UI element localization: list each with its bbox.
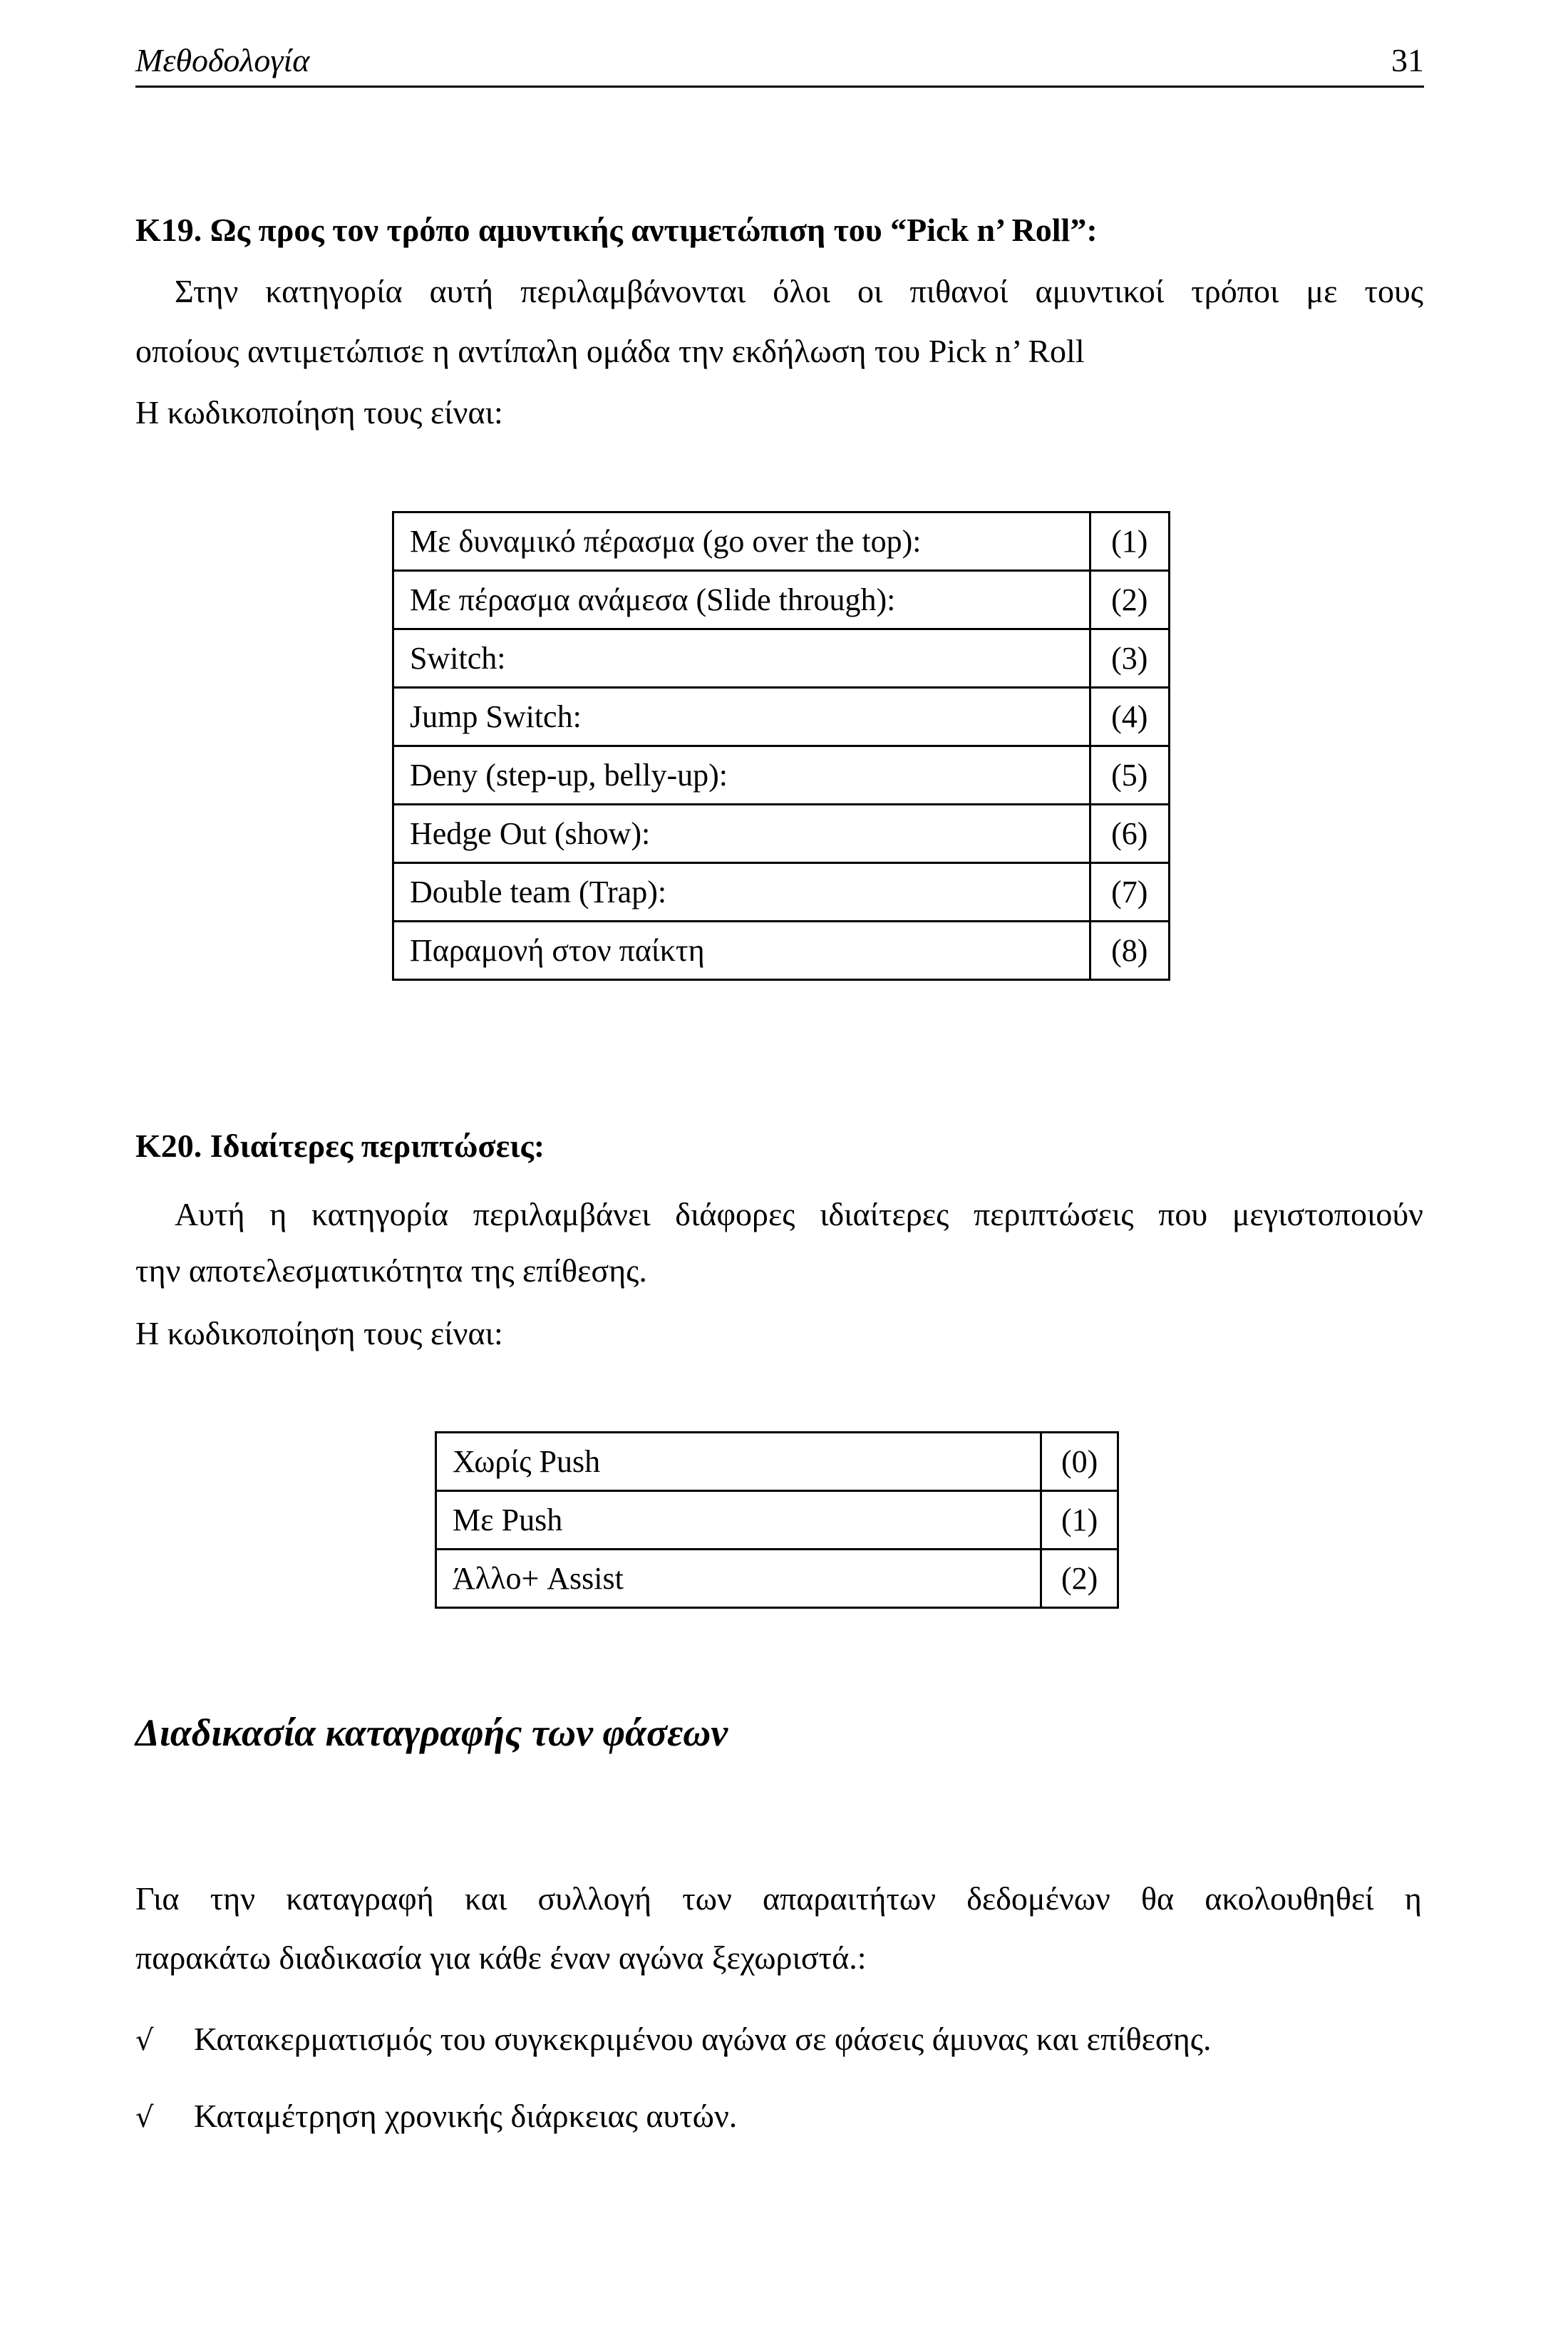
code-row	[393, 571, 1170, 629]
word: την	[210, 1880, 256, 1917]
k19-heading: Κ19. Ως προς τον τρόπο αμυντικής αντιμετώπιση του “Pick n’ Roll”:	[135, 212, 1098, 248]
code-row	[393, 746, 1170, 805]
k20-paragraph-line-2: την αποτελεσματικότητα της επίθεσης.	[135, 1252, 647, 1289]
word: η	[269, 1196, 287, 1232]
word: μεγιστοποιούν	[1232, 1196, 1423, 1232]
code-label: Hedge Out (show):	[393, 805, 1090, 863]
k20-paragraph-line-1	[175, 1195, 1423, 1233]
check-mark-icon: √	[135, 2101, 154, 2134]
word: περιλαμβάνονται	[520, 273, 746, 309]
code-row	[436, 1550, 1118, 1608]
word: τρόποι	[1191, 273, 1279, 309]
word: Στην	[175, 273, 239, 309]
word: καταγραφή	[286, 1880, 434, 1917]
word: κατηγορία	[311, 1196, 449, 1232]
word: πιθανοί	[909, 273, 1009, 309]
code-value: (1)	[1090, 512, 1169, 571]
code-label: Με πέρασμα ανάμεσα (Slide through):	[393, 571, 1090, 629]
code-label: Με Push	[436, 1491, 1041, 1550]
code-row	[393, 688, 1170, 746]
word: κατηγορία	[265, 273, 403, 309]
word: δεδομένων	[966, 1880, 1110, 1917]
word: των	[682, 1880, 732, 1917]
page-header	[135, 41, 1424, 88]
word: διάφορες	[675, 1196, 795, 1232]
procedure-paragraph-line-1	[135, 1880, 1422, 1917]
code-row	[393, 629, 1170, 688]
code-label: Με δυναμικό πέρασμα (go over the top):	[393, 512, 1090, 571]
word: με	[1306, 273, 1338, 309]
code-row	[393, 922, 1170, 980]
word: περιπτώσεις	[973, 1196, 1134, 1232]
word: που	[1158, 1196, 1208, 1232]
word: ακολουθηθεί	[1205, 1880, 1374, 1917]
bullet-item	[135, 2020, 1211, 2058]
word: περιλαμβάνει	[473, 1196, 651, 1232]
procedure-paragraph-line-2: παρακάτω διαδικασία για κάθε έναν αγώνα ξεχωριστά.:	[135, 1939, 867, 1976]
code-value: (1)	[1041, 1491, 1118, 1550]
code-value: (2)	[1090, 571, 1169, 629]
word: Για	[135, 1880, 180, 1917]
word: οι	[857, 273, 883, 309]
word: τους	[1364, 273, 1423, 309]
k20-heading: Κ20. Ιδιαίτερες περιπτώσεις:	[135, 1128, 545, 1164]
word: όλοι	[773, 273, 830, 309]
code-row	[393, 805, 1170, 863]
code-value: (8)	[1090, 922, 1169, 980]
code-label: Deny (step-up, belly-up):	[393, 746, 1090, 805]
code-label: Jump Switch:	[393, 688, 1090, 746]
check-mark-icon: √	[135, 2024, 154, 2057]
code-value: (3)	[1090, 629, 1169, 688]
word: αυτή	[429, 273, 494, 309]
k19-code-table	[392, 511, 1170, 981]
code-value: (0)	[1041, 1433, 1118, 1491]
code-label: Double team (Trap):	[393, 863, 1090, 922]
code-value: (6)	[1090, 805, 1169, 863]
code-value: (2)	[1041, 1550, 1118, 1608]
bullet-text: Κατακερματισμός του συγκεκριμένου αγώνα σε φάσεις άμυνας και επίθεσης.	[194, 2021, 1212, 2057]
k19-paragraph-line-1	[175, 272, 1423, 310]
code-value: (4)	[1090, 688, 1169, 746]
word: θα	[1141, 1880, 1175, 1917]
k20-paragraph-line-3: Η κωδικοποίηση τους είναι:	[135, 1315, 503, 1351]
word: αμυντικοί	[1035, 273, 1165, 309]
k19-paragraph-line-3: Η κωδικοποίηση τους είναι:	[135, 394, 503, 431]
page-number: 31	[1391, 42, 1424, 78]
bullet-item	[135, 2097, 737, 2135]
word: απαραιτήτων	[763, 1880, 937, 1917]
code-row	[436, 1433, 1118, 1491]
code-label: Switch:	[393, 629, 1090, 688]
word: ιδιαίτερες	[820, 1196, 949, 1232]
chapter-title: Μεθοδολογία	[135, 42, 310, 78]
k19-paragraph-line-2: οποίους αντιμετώπισε η αντίπαλη ομάδα την εκδήλωση του Pick n’ Roll	[135, 333, 1085, 369]
code-row	[393, 512, 1170, 571]
code-row	[393, 863, 1170, 922]
code-value: (5)	[1090, 746, 1169, 805]
word: η	[1404, 1880, 1422, 1917]
bullet-text: Καταμέτρηση χρονικής διάρκειας αυτών.	[194, 2098, 738, 2134]
code-row	[436, 1491, 1118, 1550]
word: Αυτή	[175, 1196, 245, 1232]
word: και	[464, 1880, 507, 1917]
code-label: Χωρίς Push	[436, 1433, 1041, 1491]
procedure-section-title: Διαδικασία καταγραφής των φάσεων	[135, 1711, 728, 1754]
k20-code-table	[435, 1431, 1119, 1609]
code-label: Άλλο+ Assist	[436, 1550, 1041, 1608]
code-label: Παραμονή στον παίκτη	[393, 922, 1090, 980]
code-value: (7)	[1090, 863, 1169, 922]
word: συλλογή	[537, 1880, 652, 1917]
